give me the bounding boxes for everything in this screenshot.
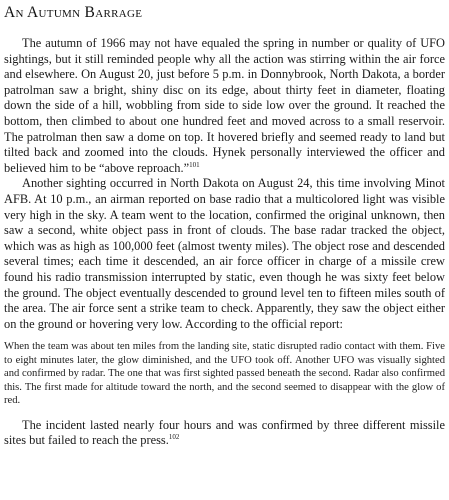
paragraph-text: The autumn of 1966 may not have equaled the spring in number or quality of UFO sightings, but it still reminded people why all the action was stirring within the air force and elsewhere. On August 20, just before 5 p.m. in Donnybrook, North Dakota, a border patrolman saw a bright, shiny disc on its edge, about thirty feet in diameter, floating down the side of a hill, wobbling from side to side low over the ground. It reached the bottom, then climbed to about one hundred feet and moved across to a small reservoir. The patrolman then saw a dome on top. It hovered briefly and seemed ready to land but tilted back and zoomed into the clouds. Hynek personally interviewed the officer and believed him to be “above reproach.” — [4, 36, 445, 175]
section-title: An Autumn Barrage — [4, 4, 143, 21]
footnote-marker: 101 — [189, 160, 200, 169]
paragraph-text: The incident lasted nearly four hours and was confirmed by three different missile sites but failed to reach the press. — [4, 417, 445, 448]
paragraph-closing — [4, 418, 445, 449]
official-report-quote: When the team was about ten miles from the landing site, static disrupted radio contact with them. Five to eight minutes later, the glow diminished, and the UFO took off. Another UFO was visually sighted and confirmed by radar. The one that was first sighted passed beneath the second. Radar also confirmed this. The first made for altitude toward the north, and the second seemed to disappear with the glow of red. — [4, 341, 445, 407]
paragraph-minot — [4, 176, 445, 332]
paragraph-donnybrook — [4, 36, 445, 176]
paragraph-text: Another sighting occurred in North Dakota on August 24, this time involving Minot AFB. At 10 p.m., an airman reported on base radio that a multicolored light was visible very high in the sky. A team went to the location, confirmed the original unknown, then saw a second, white object pass in front of clouds. The base radar tracked the object, which was as high as 100,000 feet (almost twenty miles). The object rose and descended several times; each time it descended, an air force officer in charge of a missile crew found his radio transmission interrupted by static, even though he was sixty feet below the ground. The object eventually descended to ground level ten to fifteen miles south of the area. The air force sent a strike team to check. Apparently, they saw the object either on the ground or hovering very low. According to the official report: — [4, 176, 445, 331]
footnote-marker: 102 — [168, 433, 180, 442]
